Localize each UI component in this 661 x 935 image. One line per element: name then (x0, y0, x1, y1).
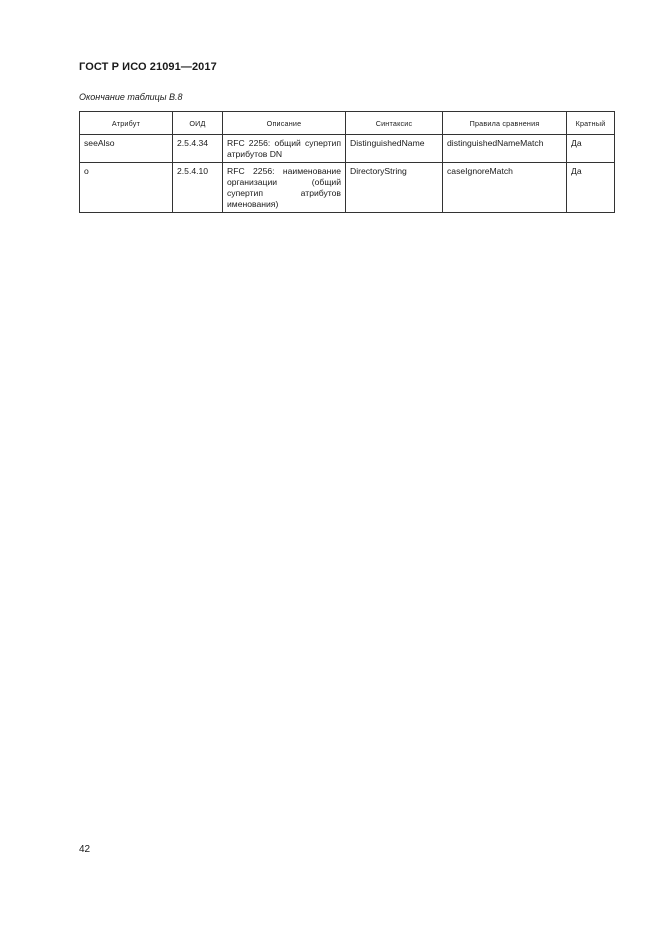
table-row (80, 163, 615, 213)
table-header-row (80, 112, 615, 135)
column-header-matching-rules: Правила сравнения (443, 112, 567, 135)
column-header-attribute: Атрибут (80, 112, 173, 135)
column-header-multiple: Кратный (567, 112, 615, 135)
cell-syntax: DistinguishedName (346, 135, 443, 163)
cell-description: RFC 2256: общий супертип атрибутов DN (223, 135, 346, 163)
cell-oid: 2.5.4.10 (173, 163, 223, 213)
cell-syntax: DirectoryString (346, 163, 443, 213)
cell-matching-rules: distinguishedNameMatch (443, 135, 567, 163)
column-header-oid: ОИД (173, 112, 223, 135)
attributes-table (79, 111, 615, 213)
table-caption: Окончание таблицы В.8 (79, 92, 183, 102)
cell-description: RFC 2256: наименование организации (общий супертип атрибутов именования) (223, 163, 346, 213)
table-row (80, 135, 615, 163)
cell-multiple: Да (567, 135, 615, 163)
cell-attribute: o (80, 163, 173, 213)
column-header-description: Описание (223, 112, 346, 135)
page-number: 42 (79, 844, 91, 855)
cell-multiple: Да (567, 163, 615, 213)
cell-attribute: seeAlso (80, 135, 173, 163)
cell-oid: 2.5.4.34 (173, 135, 223, 163)
column-header-syntax: Синтаксис (346, 112, 443, 135)
document-header: ГОСТ Р ИСО 21091—2017 (79, 61, 217, 73)
cell-matching-rules: caseIgnoreMatch (443, 163, 567, 213)
